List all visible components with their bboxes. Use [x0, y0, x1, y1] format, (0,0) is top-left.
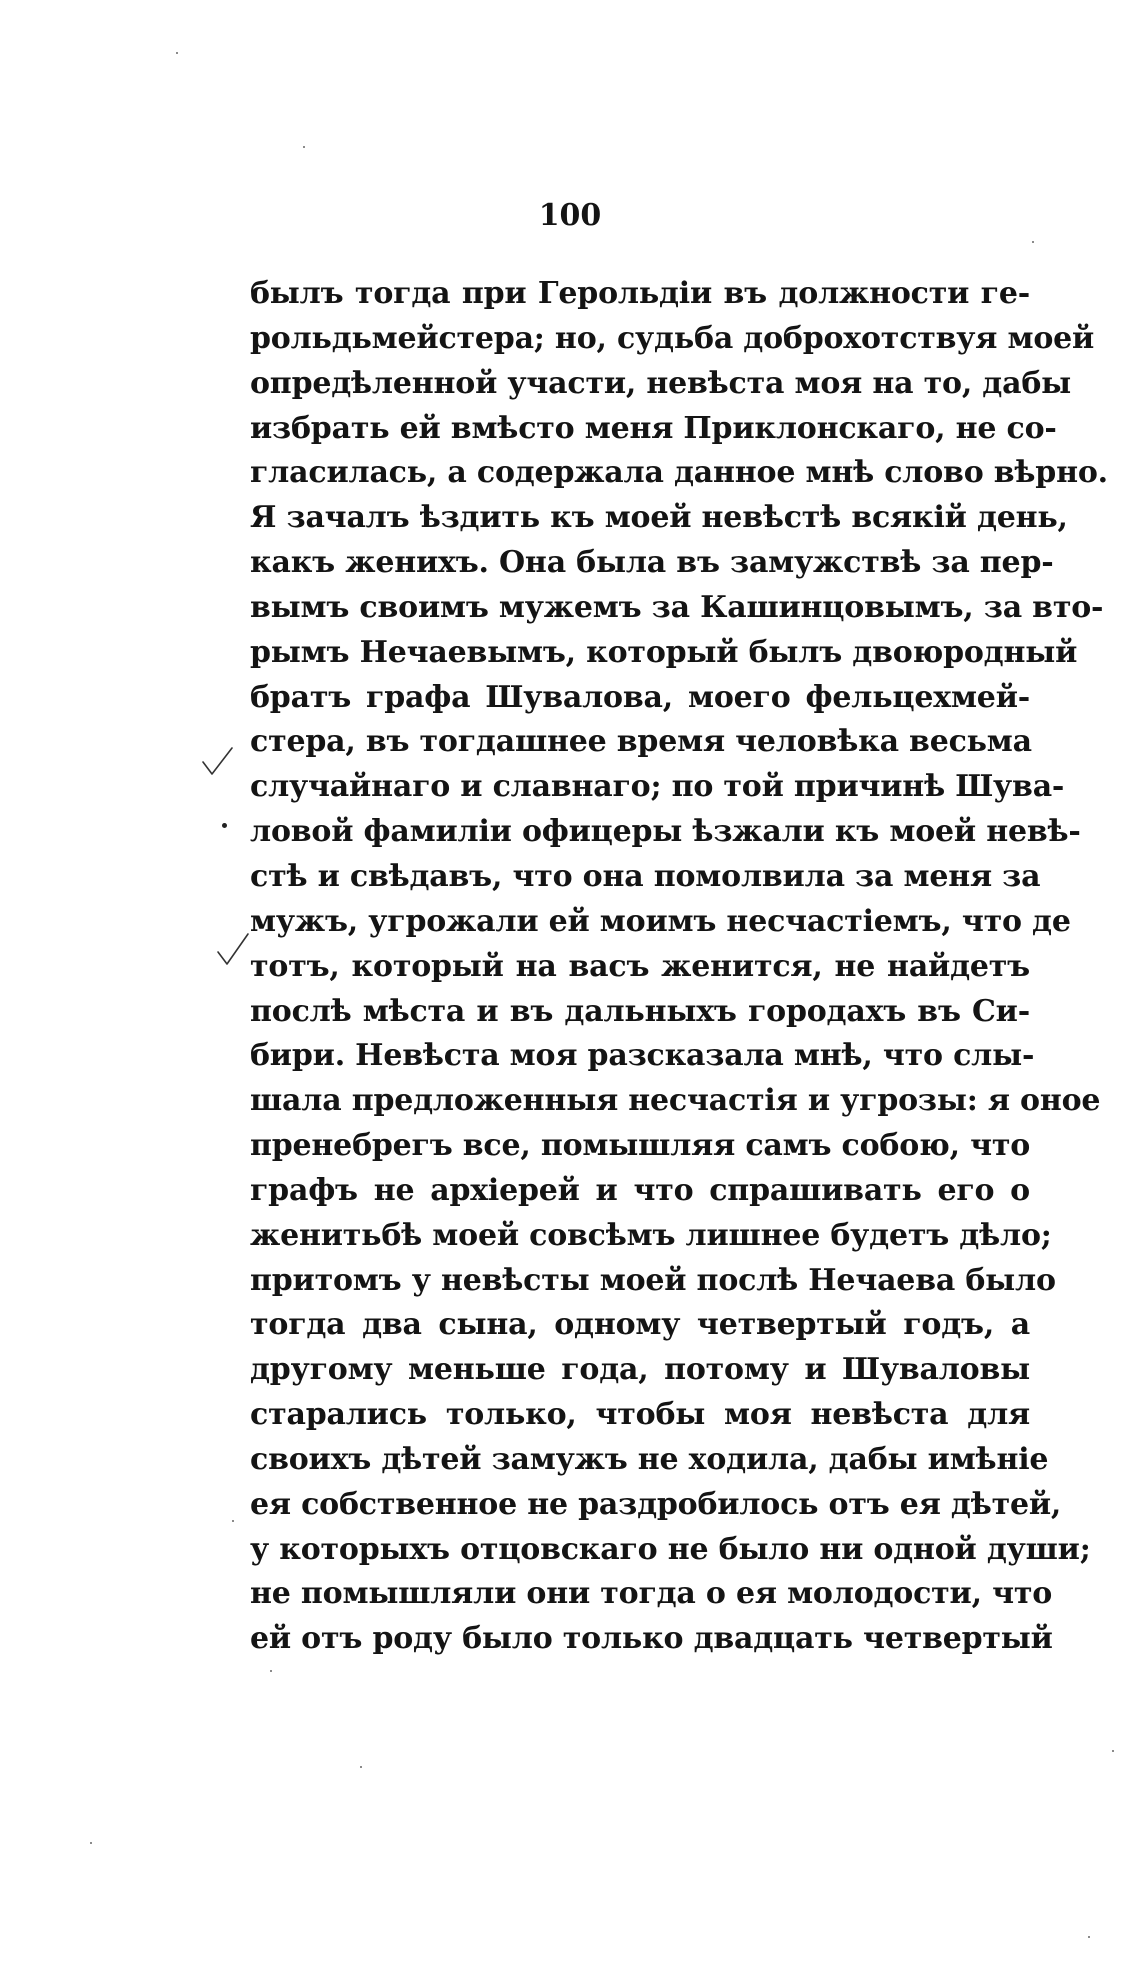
text-line: случайнаго и славнаго; по той причинѣ Шува- [250, 769, 1065, 805]
page-number: 100 [538, 198, 602, 233]
body-text [250, 272, 1108, 1662]
text-line: другому меньше года, потому и Шуваловы [250, 1352, 1030, 1388]
text-line: у которыхъ отцовскаго не было ни одной души; [250, 1531, 1091, 1567]
text-line: избрать ей вмѣсто меня Приклонскаго, не со- [250, 410, 1057, 446]
text-line: бири. Невѣста моя разсказала мнѣ, что слы- [250, 1038, 1035, 1074]
text-line: своихъ дѣтей замужъ не ходила, дабы имѣніе [250, 1441, 1049, 1477]
text-line: стера, въ тогдашнее время человѣка весьма [250, 724, 1032, 760]
text-line: шала предложенныя несчастія и угрозы: я оное [250, 1083, 1101, 1119]
text-line: тогда два сына, одному четвертый годъ, а [250, 1307, 1030, 1343]
text-line: женитьбѣ моей совсѣмъ лишнее будетъ дѣло; [250, 1217, 1052, 1253]
scan-speck [1032, 241, 1034, 243]
text-line: ей отъ роду было только двадцать четвертый [250, 1621, 1053, 1657]
scan-speck [176, 52, 178, 54]
scan-speck [303, 146, 305, 148]
text-line: стѣ и свѣдавъ, что она помолвила за меня за [250, 858, 1041, 894]
text-line: былъ тогда при Герольдіи въ должности ге- [250, 276, 1030, 311]
text-line: ея собственное не раздробилось отъ ея дѣтей, [250, 1486, 1062, 1522]
text-line: пренебрегъ все, помышляя самъ собою, что [250, 1128, 1031, 1164]
text-line: какъ женихъ. Она была въ замужствѣ за пер- [250, 545, 1054, 581]
scan-speck [90, 1842, 92, 1844]
text-line: ловой фамиліи офицеры ѣзжали къ моей невѣ- [250, 814, 1081, 850]
scan-speck [1112, 1750, 1114, 1752]
text-line: рольдьмейстера; но, судьба доброхотствуя моей [250, 320, 1095, 356]
text-line: послѣ мѣста и въ дальныхъ городахъ въ Си- [250, 993, 1030, 1029]
text-line: тотъ, который на васъ женится, не найдетъ [250, 948, 1030, 984]
text-line: мужъ, угрожали ей моимъ несчастіемъ, что де [250, 903, 1071, 939]
check-mark-icon [200, 744, 236, 780]
text-line: притомъ у невѣсты моей послѣ Нечаева было [250, 1262, 1056, 1298]
scan-speck [360, 1766, 362, 1768]
scan-speck [1088, 1936, 1090, 1938]
text-line: графъ не архіерей и что спрашивать его о [250, 1172, 1030, 1208]
scan-speck [270, 1670, 272, 1672]
text-line: Я зачалъ ѣздить къ моей невѣстѣ всякій день, [250, 500, 1068, 536]
text-line: рымъ Нечаевымъ, который былъ двоюродный [250, 634, 1078, 670]
scan-speck [232, 1520, 234, 1522]
text-line: вымъ своимъ мужемъ за Кашинцовымъ, за вто- [250, 589, 1104, 625]
text-line: опредѣленной участи, невѣста моя на то, дабы [250, 365, 1072, 401]
text-line: старались только, чтобы моя невѣста для [250, 1397, 1030, 1433]
check-mark-icon [214, 932, 250, 968]
margin-dot [222, 823, 227, 828]
text-line: братъ графа Шувалова, моего фельцехмей- [250, 679, 1030, 715]
text-line: гласилась, а содержала данное мнѣ слово вѣрно. [250, 455, 1108, 491]
text-line: не помышляли они тогда о ея молодости, что [250, 1576, 1053, 1612]
